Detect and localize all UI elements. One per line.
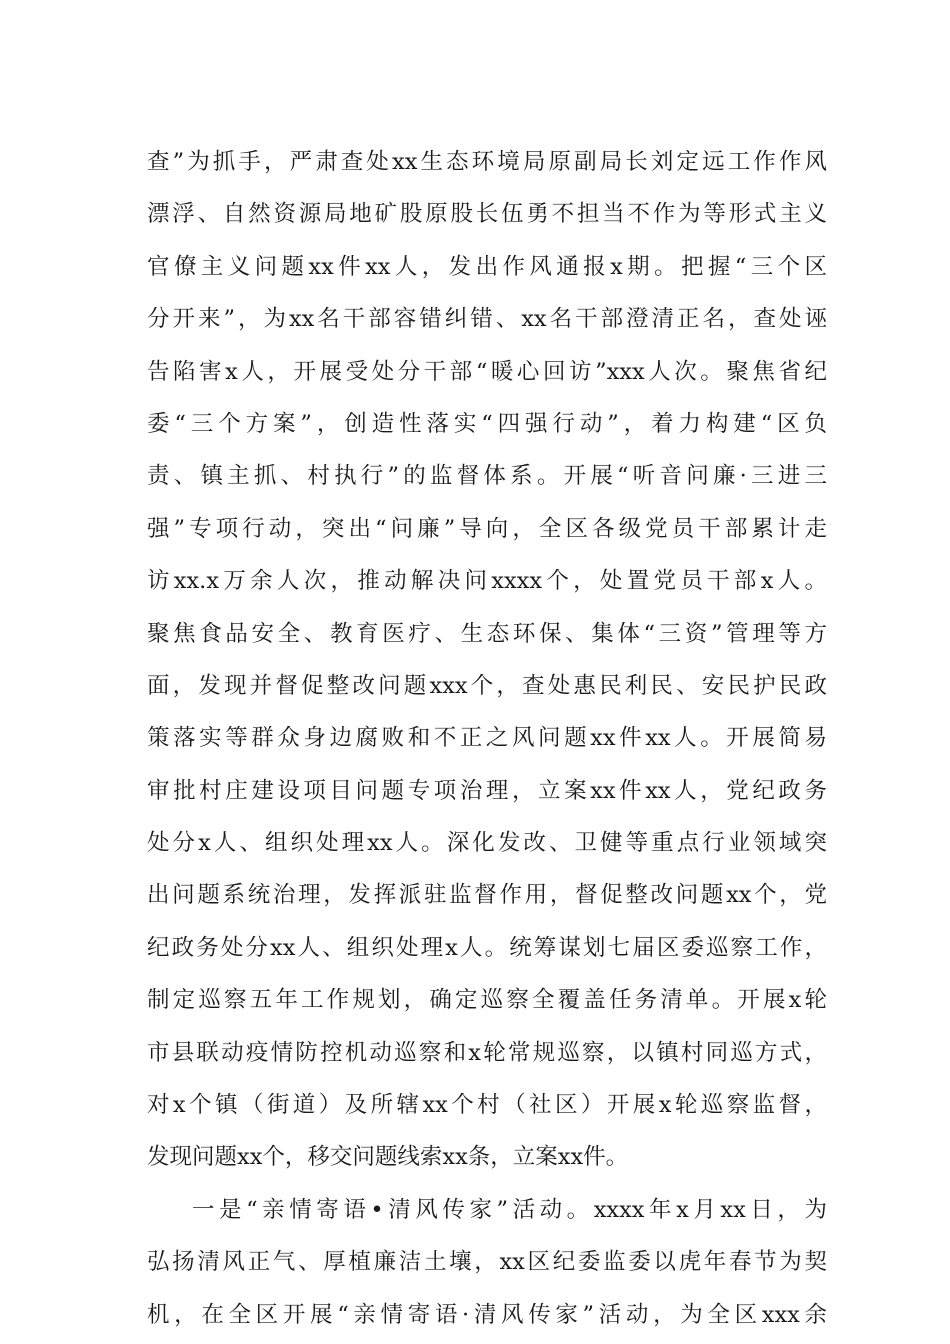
- text-line: 责、镇主抓、村执行”的监督体系。开展“听音问廉·三进三: [147, 463, 827, 490]
- text-line: 发现问题xx个，移交问题线索xx条，立案xx件。: [147, 1144, 629, 1171]
- text-line: 漂浮、自然资源局地矿股原股长伍勇不担当不作为等形式主义: [147, 201, 827, 228]
- text-line: 制定巡察五年工作规划，确定巡察全覆盖任务清单。开展x轮: [147, 987, 827, 1014]
- text-line: 官僚主义问题xx件xx人，发出作风通报x期。把握“三个区: [147, 253, 827, 280]
- text-line: 市县联动疫情防控机动巡察和x轮常规巡察，以镇村同巡方式，: [147, 1039, 827, 1066]
- text-line: 访xx.x万余人次，推动解决问xxxx个，处置党员干部x人。: [147, 568, 827, 595]
- text-line: 聚焦食品安全、教育医疗、生态环保、集体“三资”管理等方: [147, 620, 827, 647]
- text-line: 策落实等群众身边腐败和不正之风问题xx件xx人。开展简易: [147, 725, 827, 752]
- text-line: 委“三个方案”，创造性落实“四强行动”，着力构建“区负: [147, 410, 827, 437]
- paragraph-first-line: 一是“亲情寄语•清风传家”活动。xxxx年x月xx日，为: [192, 1196, 827, 1223]
- text-line: 面，发现并督促整改问题xxx个，查处惠民利民、安民护民政: [147, 672, 827, 699]
- text-line: 分开来”，为xx名干部容错纠错、xx名干部澄清正名，查处诬: [147, 306, 827, 333]
- text-line: 查”为抓手，严肃查处xx生态环境局原副局长刘定远工作作风: [147, 149, 827, 175]
- text-line: 对x个镇（街道）及所辖xx个村（社区）开展x轮巡察监督，: [147, 1092, 827, 1119]
- text-line: 出问题系统治理，发挥派驻监督作用，督促整改问题xx个，党: [147, 882, 827, 909]
- text-line: 强”专项行动，突出“问廉”导向，全区各级党员干部累计走: [147, 515, 827, 542]
- body-text: [147, 136, 827, 1341]
- text-line: 告陷害x人，开展受处分干部“暖心回访”xxx人次。聚焦省纪: [147, 358, 827, 385]
- text-line: 审批村庄建设项目问题专项治理，立案xx件xx人，党纪政务: [147, 777, 827, 804]
- text-line: 弘扬清风正气、厚植廉洁土壤，xx区纪委监委以虎年春节为契: [147, 1249, 827, 1276]
- text-line: 机，在全区开展“亲情寄语·清风传家”活动，为全区xxx余: [147, 1301, 827, 1328]
- text-line: 纪政务处分xx人、组织处理x人。统筹谋划七届区委巡察工作，: [147, 934, 827, 961]
- text-line: 处分x人、组织处理xx人。深化发改、卫健等重点行业领域突: [147, 830, 827, 857]
